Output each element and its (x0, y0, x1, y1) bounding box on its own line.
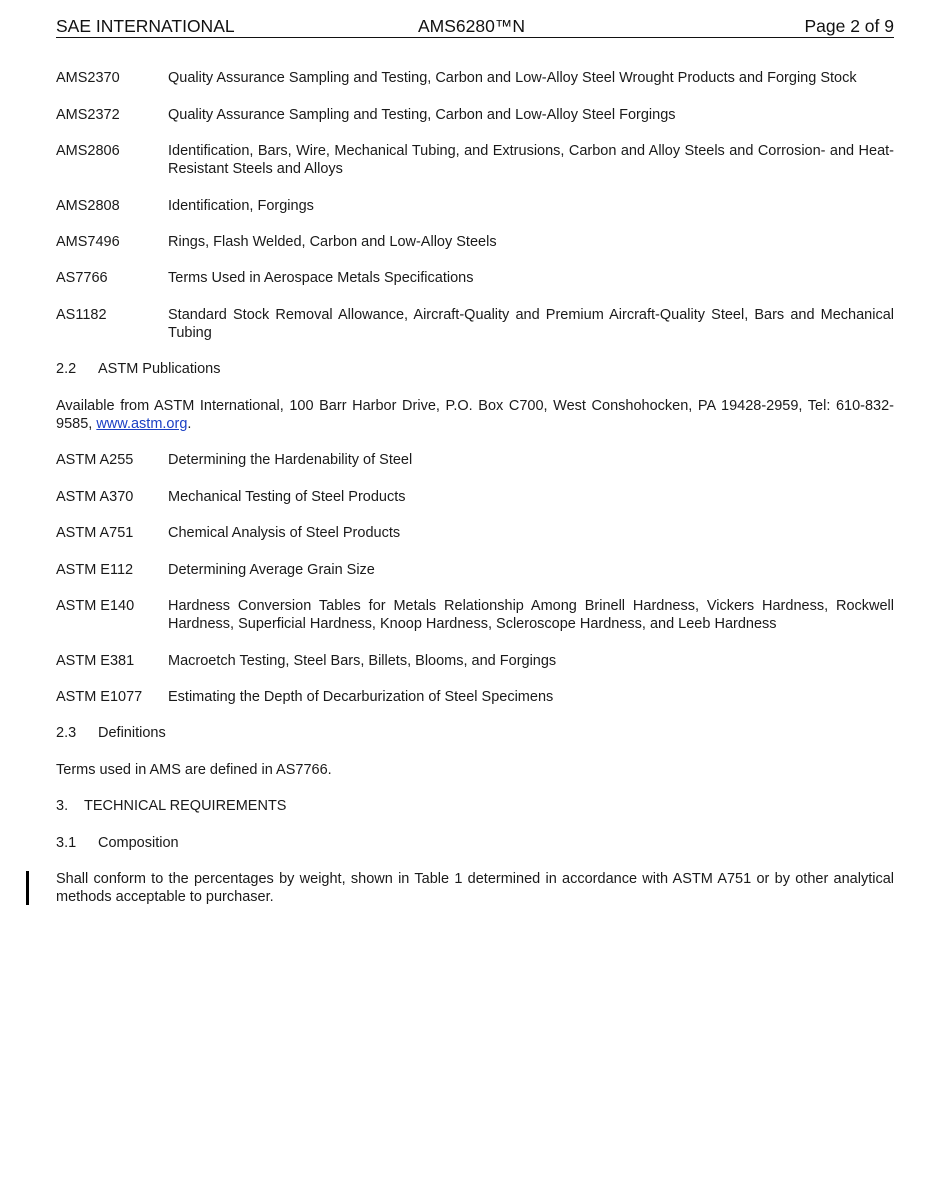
reference-code: AMS2370 (56, 70, 120, 86)
section-title: ASTM Publications (98, 361, 221, 377)
reference-title: Mechanical Testing of Steel Products (168, 489, 406, 505)
header-document-number: AMS6280™N (418, 16, 525, 36)
reference-entry (56, 142, 894, 178)
reference-entry (56, 69, 894, 87)
reference-entry (56, 197, 894, 215)
reference-entry (56, 524, 894, 542)
reference-title: Standard Stock Removal Allowance, Aircraft-Quality and Premium Aircraft-Quality Steel, Bars and Mechanical Tubing (168, 307, 894, 341)
reference-title: Quality Assurance Sampling and Testing, Carbon and Low-Alloy Steel Wrought Products and Forging Stock (168, 70, 857, 86)
reference-entry (56, 451, 894, 469)
availability-trailing: . (187, 416, 192, 432)
astm-availability-paragraph (56, 397, 894, 433)
reference-code: AMS2808 (56, 198, 120, 214)
reference-entry (56, 652, 894, 670)
reference-title: Determining the Hardenability of Steel (168, 452, 413, 468)
reference-entry (56, 106, 894, 124)
revision-change-bar (26, 871, 29, 905)
reference-code: ASTM E381 (56, 653, 135, 669)
reference-entry (56, 597, 894, 633)
reference-code: AMS7496 (56, 234, 120, 250)
section-title: TECHNICAL REQUIREMENTS (84, 798, 287, 814)
header-page-number: Page 2 of 9 (804, 16, 894, 36)
reference-title: Rings, Flash Welded, Carbon and Low-Alloy Steels (168, 234, 497, 250)
reference-code: AS7766 (56, 270, 108, 286)
reference-code: ASTM E1077 (56, 689, 143, 705)
reference-entry (56, 269, 894, 287)
section-title: Composition (98, 835, 179, 851)
section-number: 2.2 (56, 361, 77, 377)
reference-code: AS1182 (56, 307, 107, 323)
reference-entry (56, 488, 894, 506)
reference-title: Chemical Analysis of Steel Products (168, 525, 401, 541)
section-heading-3 (56, 797, 894, 815)
reference-title: Identification, Bars, Wire, Mechanical Tubing, and Extrusions, Carbon and Alloy Steels and Corrosion- and Heat-Resistant Steels and Alloys (168, 143, 894, 177)
header-organization: SAE INTERNATIONAL (56, 16, 235, 36)
reference-entry (56, 306, 894, 342)
reference-title: Hardness Conversion Tables for Metals Relationship Among Brinell Hardness, Vickers Hardness, Rockwell Hardness, Superficial Hardness, Knoop Hardness, Scleroscope Hardness, and Leeb Hardness (168, 598, 894, 632)
reference-title: Quality Assurance Sampling and Testing, Carbon and Low-Alloy Steel Forgings (168, 107, 676, 123)
reference-entry (56, 688, 894, 706)
reference-title: Determining Average Grain Size (168, 562, 375, 578)
section-heading-2-3 (56, 724, 894, 742)
reference-code: ASTM A370 (56, 489, 134, 505)
reference-code: AMS2372 (56, 107, 120, 123)
section-title: Definitions (98, 725, 166, 741)
reference-entry (56, 233, 894, 251)
section-number: 3.1 (56, 835, 77, 851)
reference-title: Identification, Forgings (168, 198, 314, 214)
reference-code: ASTM A255 (56, 452, 134, 468)
reference-title: Estimating the Depth of Decarburization of Steel Specimens (168, 689, 554, 705)
reference-code: ASTM A751 (56, 525, 134, 541)
section-heading-2-2 (56, 360, 894, 378)
reference-title: Terms Used in Aerospace Metals Specifications (168, 270, 474, 286)
reference-code: AMS2806 (56, 143, 120, 159)
astm-website-link[interactable]: www.astm.org (96, 416, 188, 432)
definitions-paragraph: Terms used in AMS are defined in AS7766. (56, 762, 332, 778)
composition-paragraph: Shall conform to the percentages by weight, shown in Table 1 determined in accordance with ASTM A751 or by other analytical methods acceptable to purchaser. (56, 871, 894, 905)
reference-code: ASTM E112 (56, 562, 134, 578)
reference-code: ASTM E140 (56, 598, 135, 614)
reference-title: Macroetch Testing, Steel Bars, Billets, Blooms, and Forgings (168, 653, 557, 669)
section-heading-3-1 (56, 834, 894, 852)
reference-entry (56, 561, 894, 579)
section-number: 2.3 (56, 725, 77, 741)
section-number: 3. (56, 798, 69, 814)
availability-text: Available from ASTM International, 100 Barr Harbor Drive, P.O. Box C700, West Conshohocken, PA 19428-2959, Tel: 610-832-9585, (56, 398, 894, 432)
page-header (56, 15, 894, 38)
